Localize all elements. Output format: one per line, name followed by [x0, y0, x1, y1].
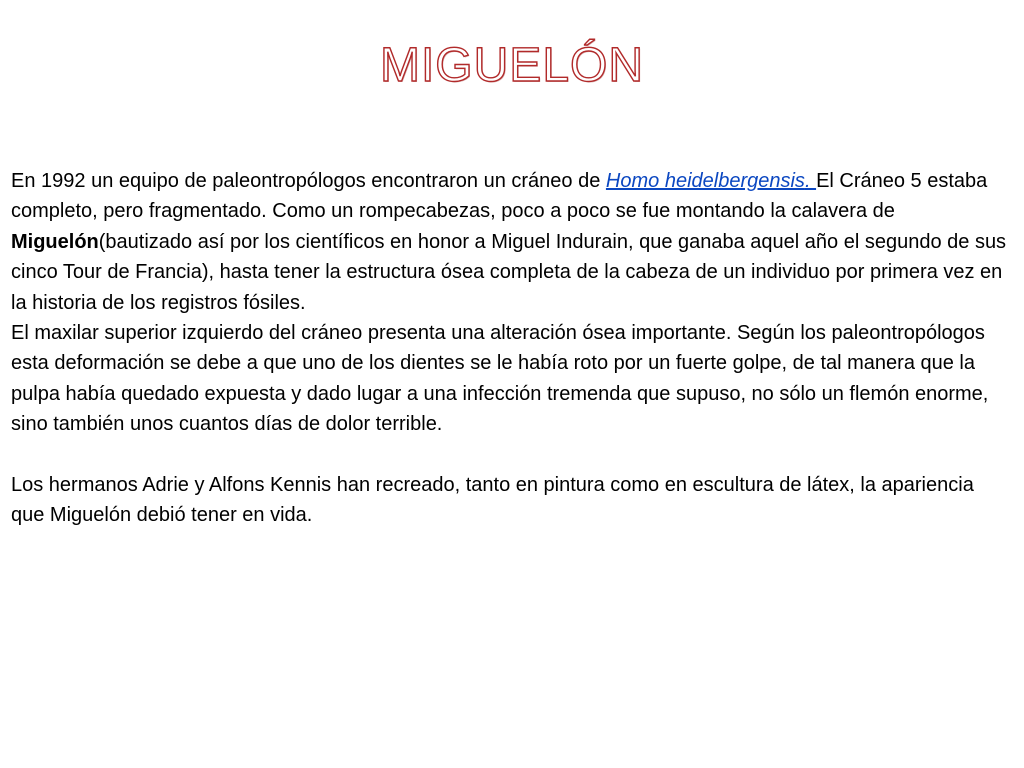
paragraph-discovery-end: (bautizado así por los científicos en honor a Miguel Indurain, que ganaba aquel año el segundo de sus cinco Tour de Francia), hasta tener la estructura ósea completa de la cabeza de un individuo por primera vez en la historia de los registros fósiles.: [11, 230, 1007, 314]
paragraph-discovery-intro: En 1992 un equipo de paleontropólogos encontraron un cráneo de: [11, 170, 606, 192]
miguelon-bold-name: Miguelón: [11, 230, 99, 253]
slide-title: MIGUELÓN: [379, 39, 645, 92]
paragraph-discovery-middle: El Cráneo 5 estaba completo, pero fragmentado. Como un rompecabezas, poco a poco se fue montando la calavera de: [11, 170, 988, 223]
slide-body: [11, 166, 1009, 531]
paragraph-maxilla: El maxilar superior izquierdo del cráneo presenta una alteración ósea importante. Según los paleontropólogos esta deformación se debe a que uno de los dientes se le había roto por un fuerte golpe, de tal manera que la pulpa había quedado expuesta y dado lugar a una infección tremenda que supuso, no sólo un flemón enorme, sino también unos cuantos días de dolor terrible.: [11, 322, 989, 436]
paragraph-discovery: [11, 166, 1009, 318]
homo-heidelbergensis-link[interactable]: Homo heidelbergensis.: [605, 170, 817, 192]
paragraph-kennis: Los hermanos Adrie y Alfons Kennis han recreado, tanto en pintura como en escultura de látex, la apariencia que Miguelón debió tener en vida.: [11, 474, 974, 527]
paragraph-spacer: [11, 440, 1009, 470]
